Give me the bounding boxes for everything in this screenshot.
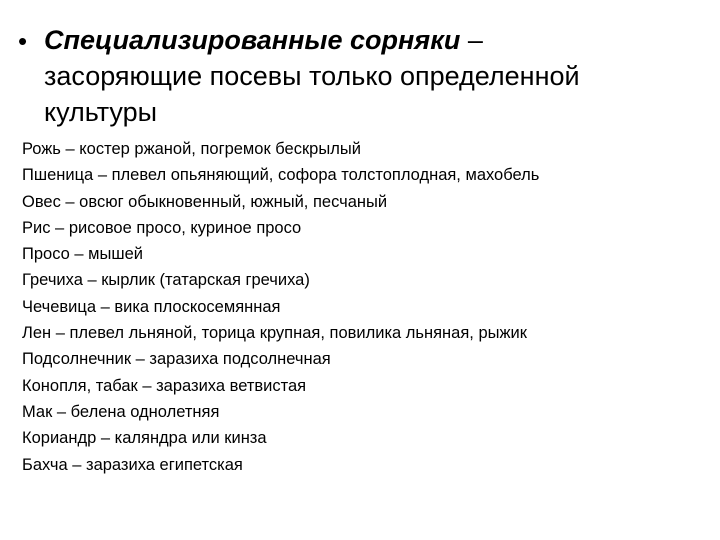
heading-definition: засоряющие посевы только определенной культуры (44, 61, 580, 127)
heading-term: Специализированные сорняки (44, 25, 461, 55)
list-item: Лен – плевел льняной, торица крупная, повилика льняная, рыжик (22, 324, 527, 343)
list-item: Мак – белена однолетняя (22, 402, 220, 421)
bullet-icon: • (18, 26, 28, 56)
crop-weed-list (22, 136, 539, 478)
list-item: Конопля, табак – заразиха ветвистая (22, 376, 307, 395)
list-item: Чечевица – вика плоскосемянная (22, 297, 281, 316)
list-item: Кориандр – каляндра или кинза (22, 429, 267, 448)
list-item: Рис – рисовое просо, куриное просо (22, 218, 302, 237)
slide-heading (44, 22, 694, 130)
list-item: Овес – овсюг обыкновенный, южный, песчаный (22, 192, 388, 211)
heading-dash: – (460, 25, 483, 55)
list-item: Гречиха – кырлик (татарская гречиха) (22, 271, 310, 290)
list-item: Пшеница – плевел опьяняющий, софора толстоплодная, махобель (22, 166, 540, 185)
list-item: Подсолнечник – заразиха подсолнечная (22, 350, 331, 369)
list-item: Просо – мышей (22, 245, 144, 264)
list-item: Рожь – костер ржаной, погремок бескрылый (22, 140, 361, 158)
list-item: Бахча – заразиха египетская (22, 455, 243, 474)
